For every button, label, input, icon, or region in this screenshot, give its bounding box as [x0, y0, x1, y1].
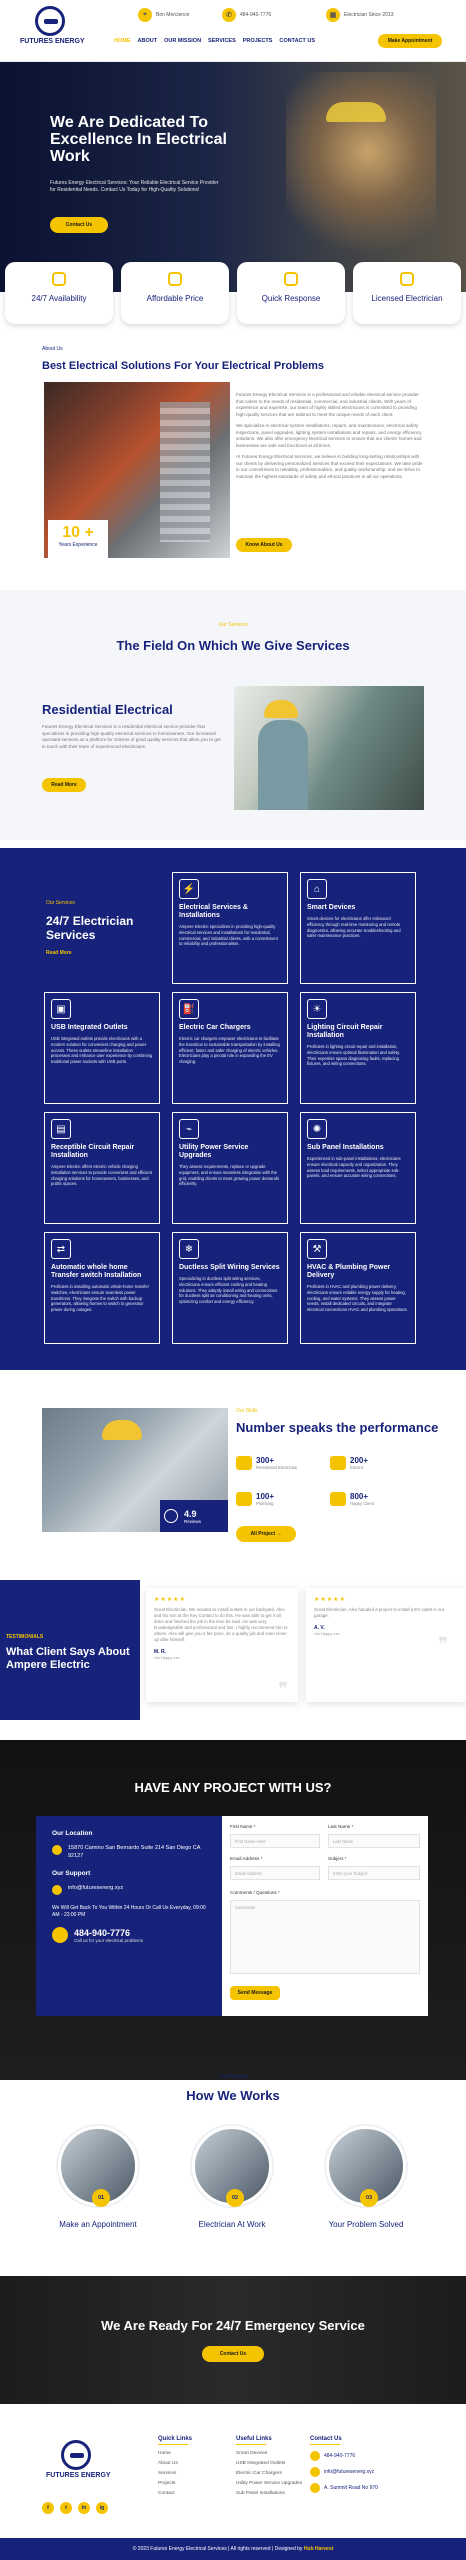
service-card[interactable] — [172, 992, 288, 1104]
process-step — [311, 2126, 421, 2229]
price-tag-icon — [168, 272, 182, 286]
header-since — [326, 8, 393, 22]
brand-name: FUTURES ENERGY — [20, 38, 85, 45]
hero-contact-button[interactable]: Contact Us — [50, 217, 108, 233]
email-label: Email Address * — [230, 1856, 263, 1861]
rating-box — [160, 1500, 228, 1532]
service-card-title: Electrical Services & Installations — [179, 904, 248, 919]
footer-link[interactable]: About Us — [158, 2461, 178, 2466]
testimonial-name: M. R. — [154, 1649, 166, 1655]
footer-email[interactable] — [310, 2467, 378, 2477]
location-heading: Our Location — [52, 1830, 93, 1837]
stat-item — [330, 1456, 368, 1470]
service-card-text: Proficient in HVAC and plumbing power delivery, electricians ensure reliable energy supply for heating, cooling, and water systems. They assess power needs, install dedicated circuits, and integrate electrical connections HVAC and plumbing operations. — [307, 1284, 408, 1313]
service-card[interactable] — [44, 1112, 160, 1224]
step-title: Your Problem Solved — [328, 2220, 404, 2229]
footer-link[interactable]: Home — [158, 2451, 171, 2456]
service-card-title: Electric Car Chargers — [179, 1024, 251, 1031]
map-pin-icon — [310, 2483, 320, 2493]
heading-underline — [236, 2444, 266, 2445]
lightbulb-icon: ☀ — [307, 999, 327, 1019]
phone-caption: Call us for your electrical problems — [74, 1937, 144, 1943]
footer-contact-text: A. Summit Road No 970 — [324, 2485, 378, 2491]
feature-label: 24/7 Availability — [31, 294, 87, 303]
feature-label: Affordable Price — [146, 294, 204, 303]
service-card[interactable] — [300, 992, 416, 1104]
email-input[interactable]: Email Address — [230, 1866, 320, 1880]
service-card[interactable] — [44, 992, 160, 1104]
header-since-text: Electrician Since 2013 — [344, 12, 394, 18]
feature-cards — [0, 262, 466, 326]
years-experience-box — [48, 520, 108, 560]
service-card-text: Smart devices for electricians offer enhanced efficiency through real-time monitoring and remote diagnostics, allowing accurate troubleshooting and safer maintenance practices. — [307, 916, 401, 939]
testimonial-role: Via Happy car — [154, 1655, 180, 1660]
performance-label: Our Skills — [236, 1408, 258, 1414]
service-card-title: Automatic whole home Transfer switch Installation — [51, 1264, 142, 1279]
email-row[interactable] — [52, 1885, 206, 1895]
facebook-icon[interactable]: f — [42, 2502, 54, 2514]
last-name-label: Last Name * — [328, 1824, 354, 1829]
support-heading: Our Support — [52, 1870, 91, 1877]
phone-icon — [310, 2451, 320, 2461]
phone-icon: ✆ — [222, 8, 236, 22]
first-name-input[interactable]: First Name Here — [230, 1834, 320, 1848]
years-number: 10 + — [62, 524, 94, 541]
field-title: The Field On Which We Give Services — [116, 638, 350, 653]
services-label: Our Services — [46, 900, 75, 906]
footer-logo[interactable] — [46, 2440, 111, 2479]
quote-icon: ❞ — [438, 1634, 448, 1654]
service-card-title: USB Integrated Outlets — [51, 1024, 128, 1031]
years-label: Years Experience — [58, 542, 98, 548]
bulb-idea-icon: ✺ — [307, 1119, 327, 1139]
hero-title: We Are Dedicated To Excellence In Electrical Work — [50, 114, 227, 165]
service-card-title: Utility Power Service Upgrades — [179, 1144, 249, 1159]
email-text: info@futuresenerg.xyz — [68, 1885, 124, 1891]
plumber-icon: ⚒ — [307, 1239, 327, 1259]
subject-input[interactable]: Enter your Subject — [328, 1866, 420, 1880]
twitter-icon[interactable]: t — [60, 2502, 72, 2514]
instagram-icon[interactable]: ig — [96, 2502, 108, 2514]
process-label: Our Process — [219, 2074, 247, 2080]
badge-icon — [400, 272, 414, 286]
hero-helmet — [326, 102, 386, 122]
address-text: 15870 Camino San Bernardo Suite 214 San Diego CA 92127 — [68, 1845, 201, 1859]
location-pin-icon: ⌖ — [138, 8, 152, 22]
heading-underline — [158, 2444, 188, 2445]
about-paragraph: We specialize in electrical system installations, repairs, and maintenance, electrical safety inspections, panel upgrades, lighting system installations and repairs, and energy efficiency solutions. We also offer emergency electrical services to ensure that our clients' homes and businesses are safe and functional at all times. — [236, 423, 422, 448]
transfer-switch-icon: ⇄ — [51, 1239, 71, 1259]
service-card-text: They assess requirements, replace or upgrade equipment, and ensure seamless integration with the grid, enabling clients to meet growing power demands efficiently. — [179, 1164, 280, 1187]
comments-label: Comments / Questions * — [230, 1890, 280, 1895]
field-label: Our Services — [218, 622, 248, 628]
project-title: HAVE ANY PROJECT WITH US? — [134, 1780, 332, 1795]
service-card-text: Proficient in installing automatic whole-home transfer switches, electricians ensure seamless power transitions. They integrate the switch with backup generators, allowing homes to switch to generator power during outages. — [51, 1284, 149, 1313]
star-rating: ★★★★★ — [154, 1597, 186, 1603]
process-title: How We Works — [186, 2088, 280, 2103]
stat-item — [236, 1456, 297, 1470]
footer-quick-links — [158, 2436, 192, 2501]
car-charger-icon: ⛽ — [179, 999, 199, 1019]
service-card-text: Proficient in lighting circuit repair and installation, electricians ensure optimal illumination and safety. Their expertise spans diagnosing faults, replacing fixtures, and wiring connections. — [307, 1044, 401, 1067]
power-tower-icon: ⌁ — [179, 1119, 199, 1139]
mail-icon — [52, 1885, 62, 1895]
service-card[interactable] — [172, 872, 288, 984]
faucet-icon — [236, 1492, 252, 1506]
mail-icon — [310, 2467, 320, 2477]
main-nav — [114, 38, 315, 44]
step-image — [192, 2126, 272, 2206]
location-box — [36, 1816, 222, 2016]
send-message-button[interactable]: Send Message — [230, 1986, 280, 2000]
address-row — [52, 1845, 206, 1860]
comments-textarea[interactable]: Comments — [230, 1900, 420, 1974]
phone-number: 484-940-7776 — [74, 1927, 131, 1938]
subject-label: Subject * — [328, 1856, 347, 1861]
testimonial-text: Great Electrician. We needed to install outlets in our backyard. Alex and his son at the Key Contact to do this. He was able to get it all done and finished the job in the time he said. He was very knowledgeable and professional and fast. I highly recommend him to others. Alex will give you a fair price, do a quality job and even clean up after himself. — [154, 1607, 288, 1642]
process-step — [43, 2126, 153, 2229]
stat-label: Happy Client — [350, 1501, 374, 1506]
feature-licensed — [353, 262, 461, 324]
step-title: Make an Appointment — [59, 2220, 137, 2229]
residential-read-more-button[interactable]: Read More — [42, 778, 86, 792]
logo-icon — [35, 6, 65, 36]
phone-block[interactable] — [52, 1927, 206, 1943]
residential-title: Residential Electrical — [42, 702, 173, 717]
nav-contact[interactable]: CONTACT US — [279, 38, 316, 44]
last-name-input[interactable]: Last Name — [328, 1834, 420, 1848]
testimonial-card — [146, 1588, 298, 1702]
footer-link[interactable]: Services — [158, 2471, 177, 2476]
service-card-text: Ampere Electric offers electric vehicle charging installation services to provide convenient and efficient charging solutions for homeowners, businesses, and public spaces. — [51, 1164, 152, 1187]
header-location-text: Bon Mercience — [156, 12, 190, 18]
footer-link[interactable]: Contact — [158, 2491, 175, 2496]
linkedin-icon[interactable]: in — [78, 2502, 90, 2514]
header-phone-text: 484-940-7776 — [240, 12, 272, 18]
service-card[interactable] — [300, 1232, 416, 1344]
clock-icon — [52, 272, 66, 286]
stat-label: Electric — [350, 1465, 364, 1470]
footer-link[interactable]: Sub Panel Installations — [236, 2491, 285, 2496]
header-location — [138, 8, 189, 22]
nav-about[interactable]: ABOUT — [137, 38, 158, 44]
smart-home-icon: ⌂ — [307, 879, 327, 899]
nav-home[interactable]: HOME — [114, 38, 131, 44]
nav-projects[interactable]: PROJECTS — [242, 38, 273, 44]
step-number: 02 — [226, 2189, 244, 2207]
stat-value: 800+ — [350, 1492, 369, 1501]
feature-availability — [5, 262, 113, 324]
step-image — [58, 2126, 138, 2206]
testimonial-card — [306, 1588, 466, 1702]
copyright-bar — [0, 2538, 466, 2560]
bolt-icon — [330, 1456, 346, 1470]
stat-label: Plumbing — [256, 1501, 274, 1506]
footer-link[interactable]: Utility Power Service Upgrades — [236, 2481, 303, 2486]
service-card[interactable] — [44, 1232, 160, 1344]
footer-link[interactable]: Electric Car Chargers — [236, 2471, 282, 2476]
step-title: Electrician At Work — [198, 2220, 266, 2229]
plug-icon: ⚡ — [179, 879, 199, 899]
step-number: 01 — [92, 2189, 110, 2207]
feature-label: Licensed Electrician — [371, 294, 443, 303]
performance-title: Number speaks the performance — [236, 1420, 439, 1435]
residential-text: Futures Energy Electrical Services is a residential electrical service provider that specializes in providing high-quality electrical services to homeowners. Our increased operated services as a platform for citizens of good quality services that allow you to get in touch with their team of experienced electricians. — [42, 724, 221, 749]
about-paragraph: Futures Energy Electrical Services is a professional and reliable electrical service provider that caters to the needs of residential, commercial, and industrial clients. With years of experience and expertise, our team of highly skilled electricians is committed to providing high-quality services that are tailored to meet the unique needs of each client. — [236, 392, 419, 417]
socket-icon: ▤ — [51, 1119, 71, 1139]
footer-link[interactable]: Projects — [158, 2481, 176, 2486]
first-name-label: First Name * — [230, 1824, 256, 1829]
testimonial-role: Via Happy car — [314, 1631, 340, 1636]
service-card-title: Sub Panel Installations — [307, 1144, 384, 1151]
footer-contact — [310, 2436, 378, 2499]
air-conditioner-icon: ❄ — [179, 1239, 199, 1259]
about-text — [236, 392, 426, 485]
calendar-icon: ▦ — [326, 8, 340, 22]
service-card-text: Specializing in ductless split wiring services, electricians ensure efficient cooling and heating solutions. They adeptly install wiring and connections for ductless split air conditioning and heating units, optimizing comfort and energy efficiency. — [179, 1276, 278, 1305]
know-about-button[interactable]: Know About Us — [236, 538, 292, 552]
stat-label: Residential Electrician — [256, 1465, 298, 1470]
user-icon — [164, 1509, 178, 1523]
phone-icon — [52, 1927, 68, 1943]
hero-section — [0, 62, 466, 292]
callback-note: We Will Get Back To You Within 24 Hours Or Call Us Everyday, 09:00 AM - 23:00 PM — [52, 1905, 206, 1918]
nav-mission[interactable]: OUR MISSION — [164, 38, 202, 44]
footer-heading: Quick Links — [158, 2436, 193, 2442]
footer-phone[interactable] — [310, 2451, 378, 2461]
service-card-title: Lighting Circuit Repair Installation — [307, 1024, 383, 1039]
footer-useful-links — [236, 2436, 302, 2501]
services-title: 24/7 Electrician Services — [46, 914, 134, 942]
logo-icon — [61, 2440, 91, 2470]
process-step — [177, 2126, 287, 2229]
footer-contact-text: info@futuresenerg.xyz — [324, 2469, 375, 2475]
testimonial-text: Great Electrician, Alex handled a project to install a EV outlet in our garage. — [314, 1607, 445, 1618]
quote-icon: ❞ — [278, 1679, 288, 1699]
stat-value: 300+ — [256, 1456, 275, 1465]
top-header — [0, 0, 466, 62]
service-card-title: Receptible Circuit Repair Installation — [51, 1144, 135, 1159]
heading-underline — [310, 2444, 340, 2445]
services-read-more-link[interactable]: Read More — [46, 950, 72, 956]
lightning-icon — [284, 272, 298, 286]
about-title: Best Electrical Solutions For Your Electrical Problems — [42, 360, 325, 372]
footer-heading: Contact Us — [310, 2436, 342, 2442]
service-card-text: Experienced in sub-panel installations, electricians ensure electrical capacity and organization. They assess load requirements, select appropriate sub-panels, and ensure accurate wiring connections. — [307, 1156, 401, 1179]
service-card[interactable] — [300, 1112, 416, 1224]
feature-response — [237, 262, 345, 324]
rating-value: 4.9 — [184, 1508, 197, 1519]
all-project-button[interactable]: All Project → — [236, 1526, 296, 1542]
stat-value: 200+ — [350, 1456, 369, 1465]
testimonial-name: A. V. — [314, 1625, 325, 1631]
service-card-title: Smart Devices — [307, 904, 356, 911]
hero-subtitle: Futures Energy Electrical Services: Your Reliable Electrical Service Provider for Residential Needs. Contact Us Today for High-Quality Solutions! — [50, 180, 219, 193]
footer-link[interactable]: Smart Devices — [236, 2451, 268, 2456]
rating-label: Reviews — [184, 1518, 202, 1524]
emergency-title: We Are Ready For 24/7 Emergency Service — [101, 2318, 365, 2333]
residential-image — [234, 686, 424, 810]
brand-logo[interactable] — [20, 6, 85, 45]
designer-link[interactable]: Hub Harvest — [303, 2546, 334, 2552]
map-pin-icon — [52, 1845, 62, 1855]
feature-label: Quick Response — [261, 294, 321, 303]
outlet-icon: ▣ — [51, 999, 71, 1019]
emergency-banner — [0, 2276, 466, 2404]
service-card-text: Ampere Electric specializes in providing high-quality electrical services and installations for residential, commercial, and industrial clients, with a commitment to reliability and professionalism. — [179, 924, 278, 947]
testimonials-label: TESTIMONIALS — [6, 1634, 44, 1640]
emergency-contact-button[interactable]: Contact Us — [202, 2346, 264, 2362]
step-image — [326, 2126, 406, 2206]
smile-icon — [330, 1492, 346, 1506]
service-card-title: Ductless Split Wiring Services — [179, 1264, 280, 1271]
testimonials-title: What Client Says About Ampere Electric — [6, 1646, 130, 1671]
about-label: About Us — [42, 346, 63, 352]
service-card[interactable] — [172, 1112, 288, 1224]
footer-address — [310, 2483, 378, 2493]
nav-services[interactable]: SERVICES — [208, 38, 236, 44]
footer-contact-text: 484-940-7776 — [324, 2453, 356, 2459]
footer-link[interactable]: USB Integrated Outlets — [236, 2461, 286, 2466]
star-rating: ★★★★★ — [314, 1597, 346, 1603]
service-card[interactable] — [172, 1232, 288, 1344]
stat-item — [330, 1492, 374, 1506]
copyright-text: © 2023 Futures Energy Electrical Services | All rights reserved | Designed by — [132, 2546, 303, 2552]
social-links — [42, 2502, 108, 2514]
feature-price — [121, 262, 229, 324]
footer-heading: Useful Links — [236, 2436, 272, 2442]
service-card-text: USB integrated outlets provide electricians with a modern solution for convenient charging and power access. These outlets streamline installation processes and enhance user experience by combining traditional power sockets with USB ports. — [51, 1036, 153, 1065]
make-appointment-button[interactable]: Make Appointment — [378, 34, 442, 48]
stat-value: 100+ — [256, 1492, 275, 1501]
about-paragraph: At Futures Energy Electrical Services, we believe in building long-lasting relationships with our clients by delivering personalized services that exceed their expectations. We take pride in our commitment to reliability, professionalism, and quality workmanship, and we strive to maintain the highest standards of safety and ethical practices in all our operations. — [236, 454, 423, 479]
footer-brand-name: FUTURES ENERGY — [46, 2472, 111, 2479]
stat-item — [236, 1492, 274, 1506]
header-phone[interactable] — [222, 8, 271, 22]
service-card-title: HVAC & Plumbing Power Delivery — [307, 1264, 391, 1279]
step-number: 03 — [360, 2189, 378, 2207]
house-icon — [236, 1456, 252, 1470]
service-card[interactable] — [300, 872, 416, 984]
service-card-text: Electric car chargers empower electricians to facilitate the transition to sustainable transportation by installing efficient, faster and safer charging of electric vehicles. Electricians play a pivotal role in expanding the EV charging. — [179, 1036, 280, 1065]
